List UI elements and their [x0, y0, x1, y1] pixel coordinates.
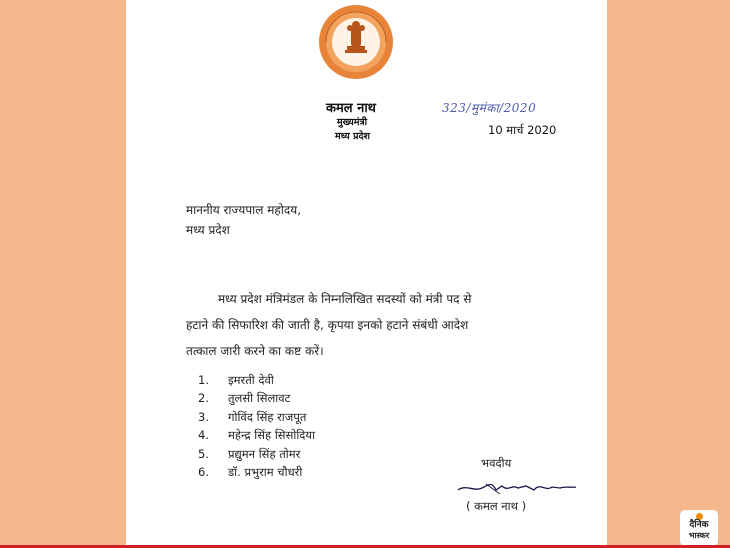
body-line: तत्काल जारी करने का कष्ट करें। — [186, 344, 324, 358]
list-number: 5. — [198, 446, 209, 461]
list-number: 6. — [198, 464, 209, 479]
list-item — [198, 447, 315, 465]
sender-name: कमल नाथ — [326, 101, 376, 116]
minister-name: तुलसी सिलावट — [228, 391, 291, 406]
list-number: 4. — [198, 428, 209, 443]
reference-number: 323/मुमंका/2020 — [442, 101, 537, 115]
minister-name: डॉ. प्रभुराम चौधरी — [228, 464, 303, 479]
mp-government-emblem — [318, 4, 394, 80]
minister-name: महेन्द्र सिंह सिसोदिया — [228, 428, 316, 443]
sender-state: मध्य प्रदेश — [335, 131, 370, 142]
closing-salutation: भवदीय — [481, 456, 512, 470]
list-number: 3. — [198, 409, 209, 424]
list-item — [198, 428, 315, 446]
signatory-name: ( कमल नाथ ) — [466, 499, 527, 513]
handwritten-signature — [456, 478, 578, 498]
sender-title: मुख्यमंत्री — [337, 117, 368, 128]
list-item — [198, 391, 315, 409]
list-item — [198, 410, 315, 428]
list-item — [198, 373, 315, 391]
addressee-block — [186, 200, 301, 240]
letter-date: 10 मार्च 2020 — [488, 123, 557, 137]
list-item — [198, 465, 315, 483]
minister-name: प्रद्युमन सिंह तोमर — [228, 446, 301, 461]
minister-name: इमरती देवी — [228, 373, 274, 387]
minister-list — [198, 373, 315, 483]
body-line: मध्य प्रदेश मंत्रिमंडल के निम्नलिखित सदस्यों को मंत्री पद से — [218, 292, 472, 306]
logo-text-line: दैनिक — [689, 520, 709, 530]
minister-name: गोविंद सिंह राजपूत — [228, 409, 307, 424]
letter-body — [186, 286, 566, 364]
list-number: 2. — [198, 391, 209, 406]
body-line: हटाने की सिफारिश की जाती है, कृपया इनको हटाने संबंधी आदेश — [186, 318, 469, 332]
logo-text-line: भास्कर — [688, 531, 710, 540]
addressee-line: मध्य प्रदेश — [186, 223, 230, 237]
list-number: 1. — [198, 373, 209, 387]
sun-dot-icon — [696, 513, 703, 520]
addressee-line: माननीय राज्यपाल महोदय, — [186, 203, 302, 217]
dainik-bhaskar-logo — [680, 510, 718, 546]
